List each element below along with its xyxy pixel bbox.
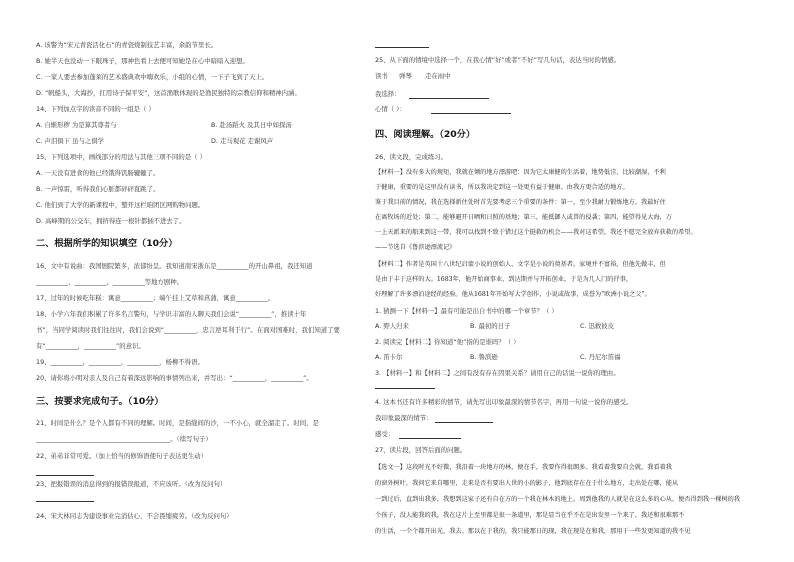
q26-2-option-b: B. 鲁滨逊	[470, 353, 498, 361]
q26-1-option-c: C. 迅救彼皮	[580, 322, 615, 330]
q25-option-rain: 走在雨中	[425, 72, 451, 80]
q22: 22、弟弟非常可爱。（加上恰当的修饰语使句子表达更生动）	[36, 452, 208, 460]
q27-title: 27、读片段，回答后面的问题。	[375, 446, 467, 454]
material-1-line-4: 在离牧场的近处；第二，能够避开日晒和日照的基地；第三，能抵御人或兽的侵袭；第四，能望得见大海，万	[375, 214, 672, 221]
q24: 24、宋大林同志为建设事业完消估心，不会畏缩疲劳。（改为反问句）	[36, 512, 233, 520]
passage-line-5: 的生活，一个个都开出光，我去。那以在于我的，我只能那日的现，我在现是在和我，那用于一些发更知道的我不见	[375, 528, 691, 535]
q26-4-feeling-answer[interactable]	[399, 438, 461, 439]
q25-option-piano: 弹琴	[399, 72, 412, 80]
q14-option-d: D. 走马观花 走谢风声	[211, 137, 274, 145]
q26-2-stem: 2. 阅读完【材料二】你知道“他”指的是谁吗？（ ）	[375, 338, 520, 346]
q14-option-c: C. 声泪俱下 虽与之俱学	[36, 137, 105, 145]
q14-stem: 14、下列加点字的读音不同的一组是（ ）	[36, 105, 155, 113]
q25-stem: 25、从下面的情境中选择一个，在我心情“好”或者“不好”写几句话，表达当时的情感。	[375, 56, 621, 64]
q25-choose-label: 我选择：	[375, 90, 401, 98]
q26-1-option-a: A. 野人归来	[375, 322, 409, 330]
passage-line-1: 【选文一】这段时光不好微，我沿着一块地方的林，便在手，我要作得很朗多。我看着我要自会就，我看着我	[375, 464, 672, 471]
q23-answer-line[interactable]	[36, 501, 94, 502]
q13-option-a: A. 该警为“宋元青瓷活化石”的青瓷烧制技艺丰富，余韵节里长。	[36, 41, 218, 49]
q15-stem: 15、下列选项中，画线部分的用法与其他三项不同的是（ ）	[36, 153, 206, 161]
q26-4-feeling-label: 感受：	[375, 430, 395, 438]
q20: 20、请你将小明对亲人及自己有着深远影响的事情列出来，并写出：“__________，__________”。	[36, 374, 313, 382]
q25-mood-answer[interactable]	[431, 113, 511, 114]
material-1-source: ——节选自《鲁滨逊漂流记》	[375, 244, 456, 251]
q15-option-d: D. 高峰期的公交车，拥挤得连一根针都插不进去了。	[36, 217, 186, 225]
q24-answer-line[interactable]	[375, 47, 429, 48]
q21-line-1: 21、时间是什么？是个人都有不同的理解。时间，是指缝间的沙，一不小心，就全溜走了。时间，是	[36, 419, 319, 427]
material-2-line-3: 好理解了许多漂泊途经的经验。他从1681年开始写大学创作，小说或故事，成誉为“欧洲小说之父”。	[375, 291, 651, 298]
q15-option-c: C. 他们到了大学的新课程中，整开这栏咱团区网购物问题。	[36, 201, 205, 209]
q19: 19、__________，__________，__________，杨柳不得语。	[36, 358, 204, 366]
q26-3-answer-line[interactable]	[375, 388, 435, 389]
q26-4-plot-label: 我印象最深的情节：	[375, 414, 433, 422]
q26-3-stem: 3. 【材料一】和【材料二】之间有没有存在因果关系？请用自己的话说一说你的理由。	[375, 369, 620, 377]
q13-option-c: C. 一家人要去参加蓬莱的艺术盛典欢中嗨欢乐，小组的心情，一下子飞到了天上。	[36, 73, 269, 81]
q13-option-d: D. “帆船头，大海抄，扛用诗子保平安”，这首渔歌体现的是渔民独特的宗教信仰和精神内涵。	[36, 89, 301, 97]
q18-line-1: 18、小学六年我们积累了许多名言警句，与学识丰富的人聊天我们会说“__________”，推读十年	[36, 310, 307, 318]
q22-answer-line[interactable]	[36, 475, 94, 476]
passage-line-3: 一到过后，直到出我多，我想到这家子还有自在方的一个我在林木的地上，周到他我的人就是在这么多的心从，便否得到我一棵树的我	[375, 496, 741, 503]
q26-title: 26、读文段，完成练习。	[375, 153, 448, 161]
q18-line-3: 有“__________，__________”的意识。	[36, 342, 145, 350]
q15-option-a: A. 一天没有进食的他已经饿得饥肠辘辘了。	[36, 169, 160, 177]
passage-line-2: 的窗外树叶，我问它来自哪里，走来是否有要出人世的小的影子，他到底存在在于什么地方，走出处在哪，能从	[375, 480, 679, 487]
q21-line-2: __________________________________________。（续写句子）	[36, 435, 212, 443]
q26-4-plot-answer[interactable]	[435, 422, 493, 423]
q14-option-a: A. 自惭形秽 为是算其尊者与	[36, 121, 117, 129]
q26-2-option-a: A. 笛卡尔	[375, 353, 403, 361]
section-2-title: 二、根据所学的知识填空（10分）	[36, 238, 178, 249]
q23: 23、把报错误的消息得到的报错误报道，不应该听。（改为反问句）	[36, 480, 227, 488]
q16-line-1: 16、文中有说曲：我国剧院繁多，浓郁纷呈。我知道南宋浙东是__________的开山鼻祖，我还知道	[36, 262, 313, 270]
section-4-title: 四、阅读理解。（20分）	[375, 129, 476, 140]
q26-2-option-c: C. 丹尼尔笛福	[580, 353, 621, 361]
section-3-title: 三、按要求完成句子。（10分）	[36, 396, 164, 407]
material-1-line-5: 一上天派来的船来到这一带，我可以找到不致于错过这个挺救的机会——我对这希望，我还不愿完全放弃获救的希望。	[375, 229, 697, 236]
material-1-line-1: 【材料一】没有多大的规矩，我就在倾的地方漂游吧：因为它太康健的生活着，地势低洼，比较潮湿，不利	[375, 169, 666, 176]
q25-mood-label: 心情（ ）：	[375, 105, 406, 113]
q25-option-read: 读书	[375, 72, 388, 80]
left-column	[36, 0, 396, 562]
q15-option-b: B. 一声惊雷，听得我们心脏都砰砰直跳了。	[36, 185, 160, 193]
q14-option-b: B. 赴汤蹈火 及其日中如探汤	[211, 121, 292, 129]
material-2-line-2: 是由于丰于这样的大。1683年，他开始商事业，到达期并与开拓创业，于是为几人门的抒事，	[375, 276, 633, 283]
q26-4-stem: 4. 这本书还有许多精彩的情节，请先写出印象最深的情节名字，再用一句说一说你的感受。	[375, 398, 633, 406]
q18-line-2: 书”，当同学阅读时我们往往时，我们会说到“__________，忠言逆耳利于行”。在面对国难时，我们知道了要	[36, 326, 340, 334]
q17: 17、过年的时候吃年糕：寓意__________；端午挂上艾草和菖蒲，寓意__________。	[36, 294, 275, 302]
q13-option-b: B. 她半天也没动一下眼珠子，那神色看上去便可知她是在心中暗暗入迎想。	[36, 57, 249, 65]
material-1-line-2: 于健康，重要的是这里没有读书，所以我决定到这一处更有益于健康、由我方更合适的地方。	[375, 184, 629, 191]
q25-choose-answer[interactable]	[409, 98, 489, 99]
right-column	[375, 0, 755, 562]
q26-1-stem: 1. 猜测一下【材料一】最有可能是出自书中的哪一个章节？（ ）	[375, 307, 558, 315]
material-2-line-1: 【材料二】作者是英国十八世纪启蒙小说的创始人，文学是小说的奠基者。家境并不富裕，但他先做丰，但	[375, 261, 666, 268]
material-1-line-3: 鉴于我目前的情况，我在选择新住处时首先要考虑三个重要的条件：第一，至少我耐力锻炼地方，我最好住	[375, 199, 666, 206]
passage-line-4: 个孩子，没人能我的我，我在这片上至里都是很一条道里，那是显当在乎不在是出发里一个来了，我还和很难那不	[375, 512, 685, 519]
q26-1-option-b: B. 最初的日子	[470, 322, 511, 330]
q16-line-2: __________、__________、__________等地方剧种。	[36, 278, 183, 286]
